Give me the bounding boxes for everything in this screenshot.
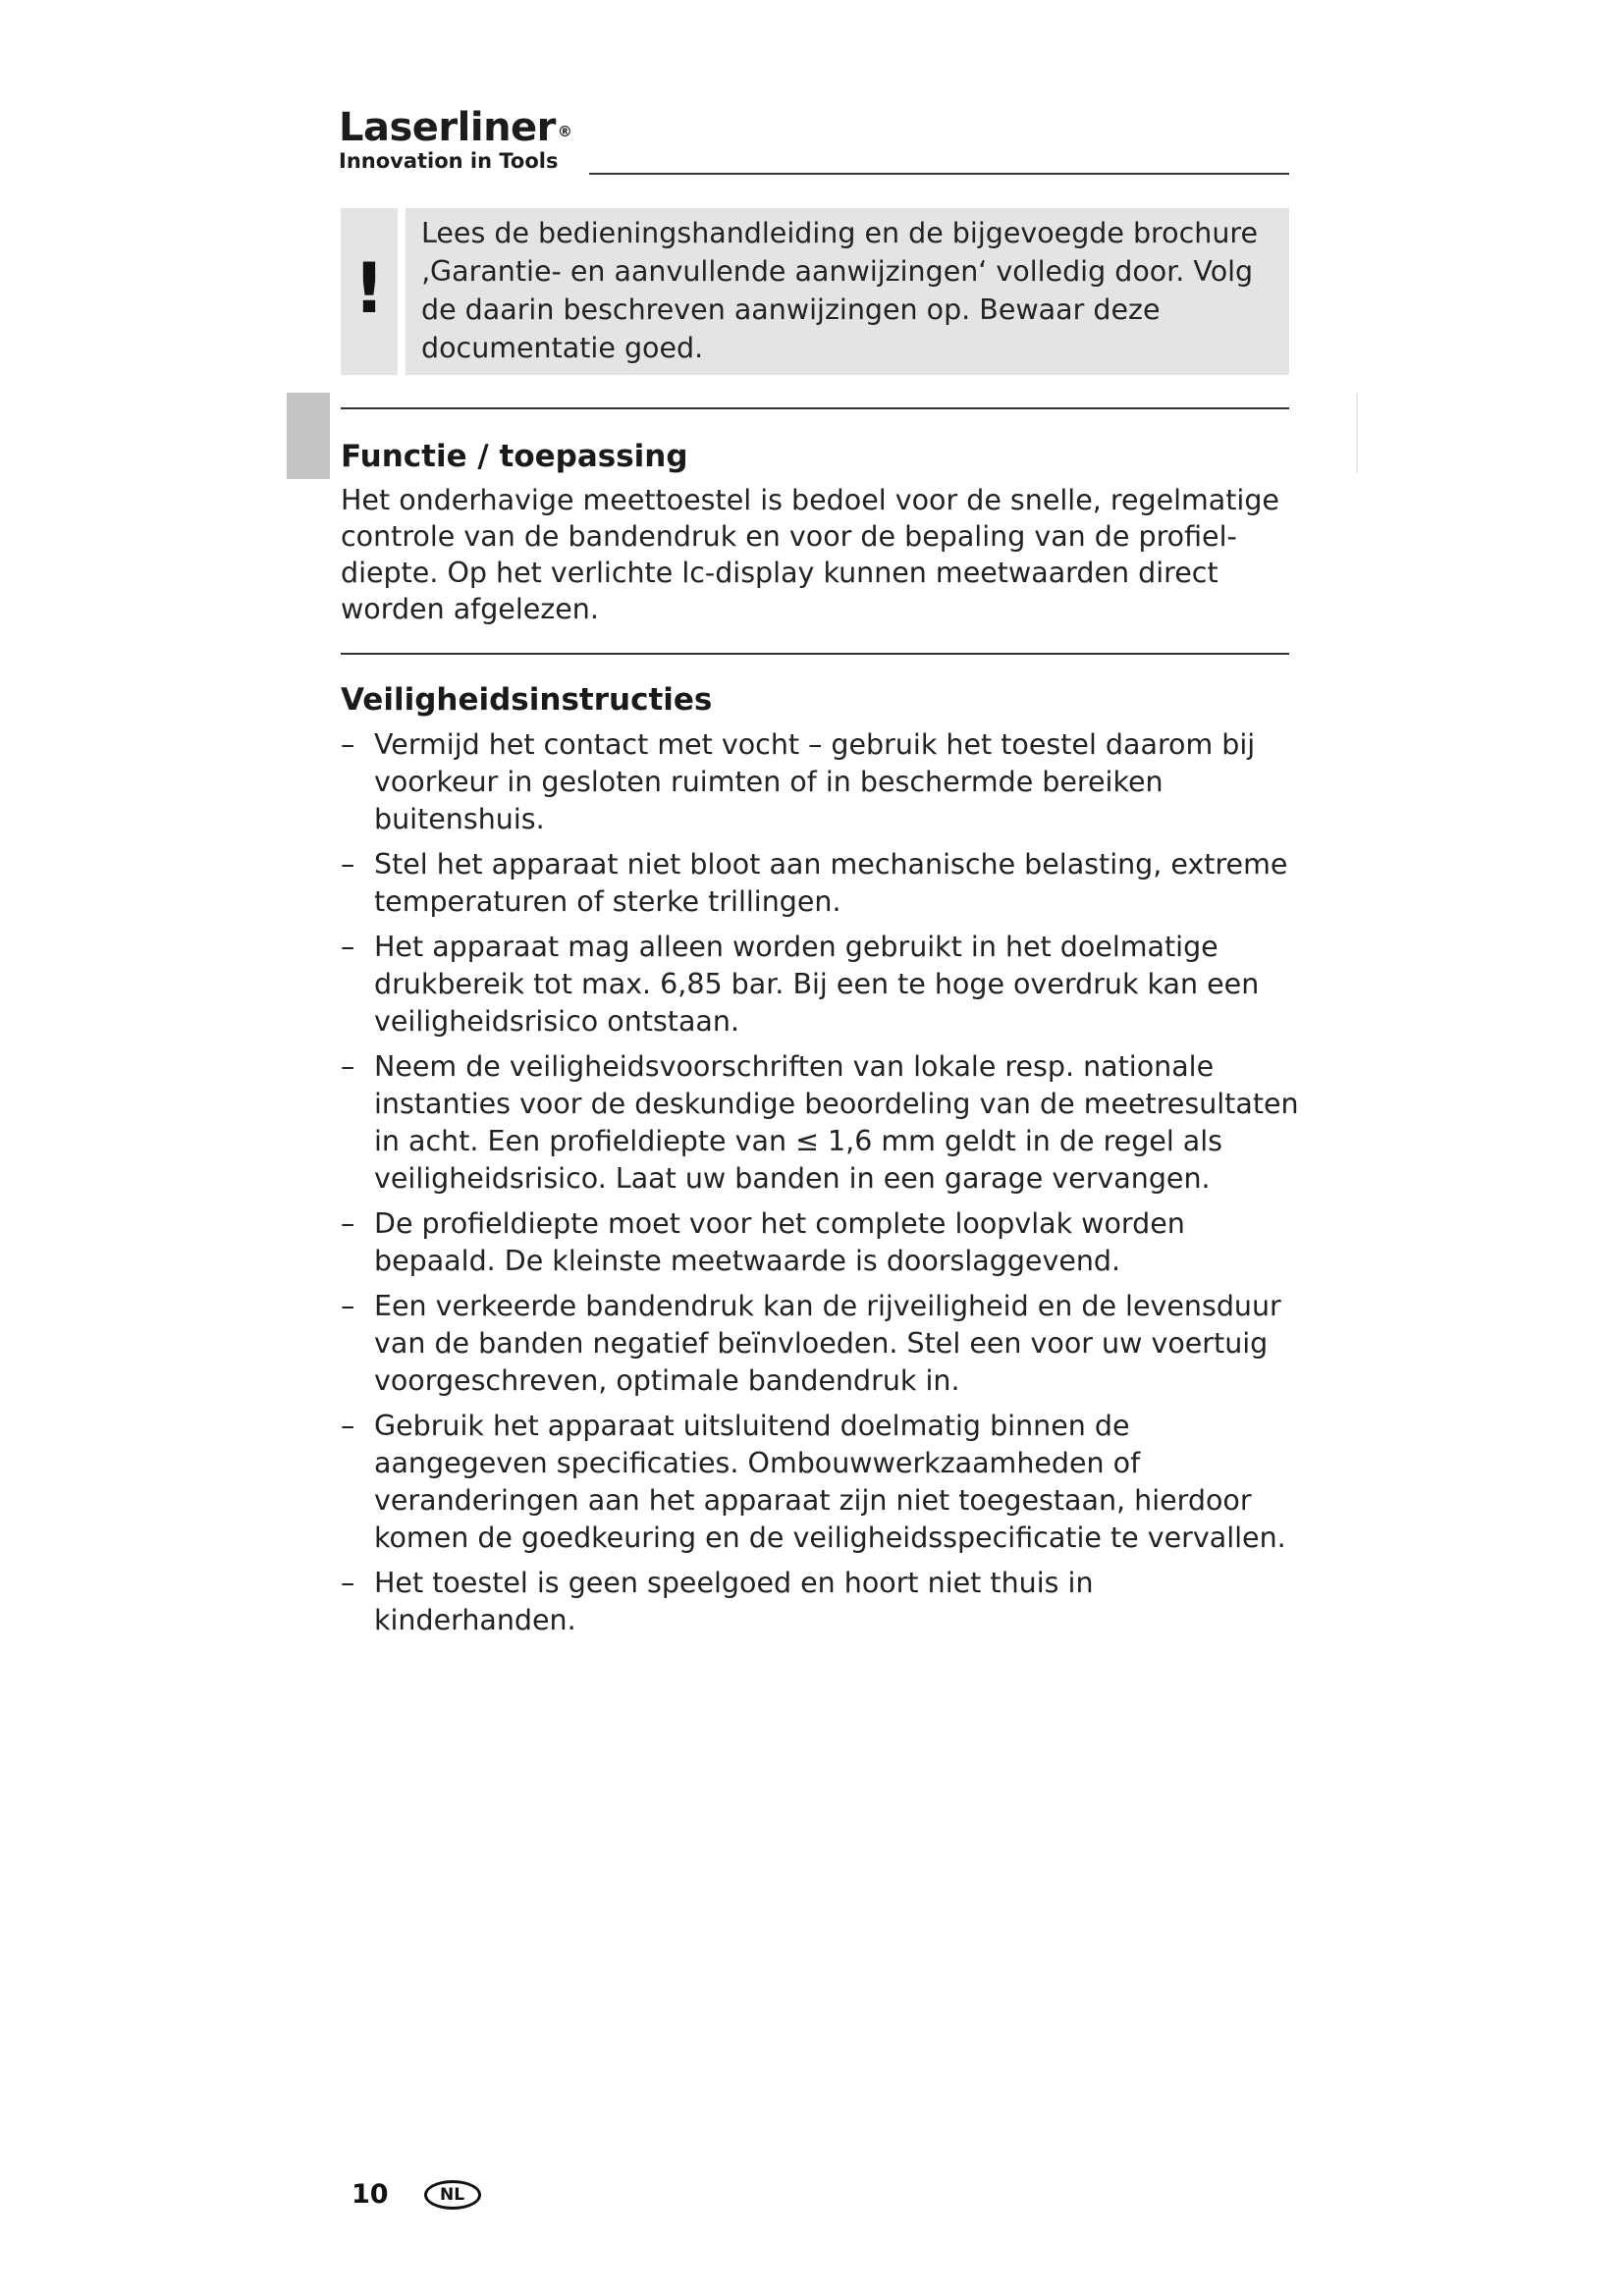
notice-sidebar bbox=[341, 208, 398, 375]
dash-bullet: – bbox=[341, 1410, 355, 1442]
language-badge: NL bbox=[424, 2180, 481, 2210]
page-footer bbox=[352, 2180, 481, 2210]
dash-bullet: – bbox=[341, 1290, 355, 1322]
section-divider bbox=[341, 407, 1289, 409]
list-item bbox=[341, 846, 1303, 921]
section-divider bbox=[341, 653, 1289, 655]
list-item bbox=[341, 1205, 1303, 1280]
list-item bbox=[341, 726, 1303, 838]
registered-mark: ® bbox=[557, 123, 572, 140]
list-item bbox=[341, 1408, 1303, 1557]
dash-bullet: – bbox=[341, 848, 355, 881]
function-heading: Functie / toepassing bbox=[341, 439, 688, 474]
edge-mark bbox=[1356, 393, 1358, 473]
brand-tagline: Innovation in Tools bbox=[339, 149, 559, 173]
dash-bullet: – bbox=[341, 1207, 355, 1240]
dash-bullet: – bbox=[341, 728, 355, 761]
notice-text: Lees de bedieningshandleiding en de bijgevoegde brochure ‚Garantie- en aanvullende aanwijzingen‘ volledig door. Volg de daarin beschreven aanwijzingen op. Bewaar deze documentatie goed. bbox=[421, 217, 1259, 364]
header-divider bbox=[589, 173, 1289, 175]
notice-box bbox=[406, 208, 1289, 375]
list-item bbox=[341, 1048, 1303, 1198]
list-item bbox=[341, 1565, 1303, 1639]
function-text: Het onderhavige meettoestel is bedoel voor de snelle, regelmatige controle van de bandendruk en voor de bepaling van de profiel-diepte. Op het verlichte lc-display kunnen meetwaarden direct worden afgelezen. bbox=[341, 484, 1279, 625]
list-item bbox=[341, 1288, 1303, 1400]
list-item-text: Stel het apparaat niet bloot aan mechanische belasting, extreme temperaturen of sterke trillingen. bbox=[374, 848, 1288, 918]
safety-heading: Veiligheidsinstructies bbox=[341, 682, 713, 718]
dash-bullet: – bbox=[341, 1050, 355, 1083]
brand-name: Laserliner bbox=[339, 105, 556, 150]
list-item-text: Neem de veiligheidsvoorschriften van lokale resp. nationale instanties voor de deskundige beoordeling van de meetresultaten in acht. Een profieldiepte van ≤ 1,6 mm geldt in de regel als veiligheidsrisico. Laat uw banden in een garage vervangen. bbox=[374, 1050, 1299, 1195]
list-item-text: Vermijd het contact met vocht – gebruik het toestel daarom bij voorkeur in gesloten ruimten of in beschermde bereiken buitenshuis. bbox=[374, 728, 1256, 835]
safety-list bbox=[341, 726, 1303, 1647]
dash-bullet: – bbox=[341, 931, 355, 963]
list-item-text: Gebruik het apparaat uitsluitend doelmatig binnen de aangegeven specificaties. Ombouwwerkzaamheden of veranderingen aan het apparaat zijn niet toegestaan, hierdoor komen de goedkeuring en de veiligheidsspecificatie te vervallen. bbox=[374, 1410, 1286, 1554]
page-number: 10 bbox=[352, 2179, 389, 2210]
brand-logo bbox=[339, 106, 571, 173]
list-item-text: Het apparaat mag alleen worden gebruikt in het doelmatige drukbereik tot max. 6,85 bar. Bij een te hoge overdruk kan een veiligheidsrisico ontstaan. bbox=[374, 931, 1260, 1038]
dash-bullet: – bbox=[341, 1567, 355, 1599]
exclamation-icon: ! bbox=[353, 248, 385, 329]
section-tab-marker bbox=[287, 393, 330, 479]
list-item-text: De profieldiepte moet voor het complete loopvlak worden bepaald. De kleinste meetwaarde is doorslaggevend. bbox=[374, 1207, 1185, 1277]
list-item bbox=[341, 929, 1303, 1041]
list-item-text: Een verkeerde bandendruk kan de rijveiligheid en de levensduur van de banden negatief beïnvloeden. Stel een voor uw voertuig voorgeschreven, optimale bandendruk in. bbox=[374, 1290, 1281, 1397]
list-item-text: Het toestel is geen speelgoed en hoort niet thuis in kinderhanden. bbox=[374, 1567, 1094, 1636]
